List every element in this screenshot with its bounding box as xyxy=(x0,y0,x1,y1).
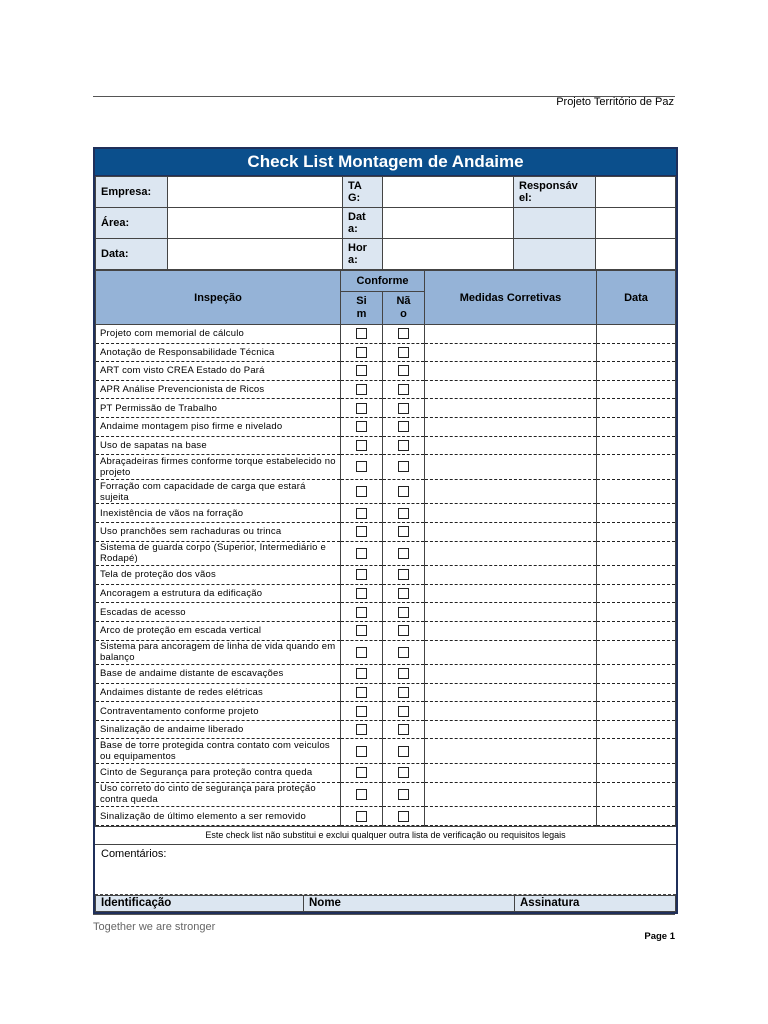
cell-nao xyxy=(383,522,425,541)
checkbox-nao[interactable] xyxy=(398,687,409,698)
sig-identificacao: Identificação xyxy=(96,895,304,911)
medidas-field[interactable] xyxy=(425,380,597,399)
cell-sim xyxy=(341,380,383,399)
data-field[interactable] xyxy=(597,522,676,541)
form-title: Check List Montagem de Andaime xyxy=(95,149,676,176)
label-area: Área: xyxy=(96,208,168,239)
data-field[interactable] xyxy=(597,380,676,399)
cell-nao xyxy=(383,479,425,504)
medidas-field[interactable] xyxy=(425,603,597,622)
table-row xyxy=(96,764,676,783)
cell-sim xyxy=(341,584,383,603)
checkbox-sim[interactable] xyxy=(356,365,367,376)
data-field[interactable] xyxy=(168,239,343,270)
checkbox-sim[interactable] xyxy=(356,647,367,658)
cell-nao xyxy=(383,782,425,807)
table-row xyxy=(96,702,676,721)
cell-nao xyxy=(383,807,425,826)
medidas-field[interactable] xyxy=(425,399,597,418)
cell-sim xyxy=(341,665,383,684)
checkbox-nao[interactable] xyxy=(398,724,409,735)
data-field[interactable] xyxy=(597,640,676,665)
inspection-item: APR Análise Prevencionista de Ricos xyxy=(96,380,341,399)
medidas-field[interactable] xyxy=(425,720,597,739)
checkbox-nao[interactable] xyxy=(398,421,409,432)
info-blank-2 xyxy=(514,239,596,270)
medidas-field[interactable] xyxy=(425,683,597,702)
medidas-field[interactable] xyxy=(425,782,597,807)
cell-sim xyxy=(341,325,383,344)
medidas-field[interactable] xyxy=(425,522,597,541)
data-field[interactable] xyxy=(597,739,676,764)
medidas-field[interactable] xyxy=(425,541,597,566)
inspection-item: Cinto de Segurança para proteção contra queda xyxy=(96,764,341,783)
checkbox-nao[interactable] xyxy=(398,440,409,451)
cell-sim xyxy=(341,455,383,480)
inspection-item: Sinalização de último elemento a ser removido xyxy=(96,807,341,826)
checkbox-nao[interactable] xyxy=(398,767,409,778)
header-inspecao: Inspeção xyxy=(96,271,341,325)
header-medidas: Medidas Corretivas xyxy=(425,271,597,325)
signature-table xyxy=(95,895,676,912)
inspection-rows xyxy=(96,325,676,826)
cell-nao xyxy=(383,640,425,665)
inspection-item: Anotação de Responsabilidade Técnica xyxy=(96,343,341,362)
cell-sim xyxy=(341,683,383,702)
inspection-item: Ancoragem a estrutura da edificação xyxy=(96,584,341,603)
medidas-field[interactable] xyxy=(425,455,597,480)
inspection-item: Tela de proteção dos vãos xyxy=(96,566,341,585)
cell-nao xyxy=(383,325,425,344)
cell-sim xyxy=(341,541,383,566)
checkbox-sim[interactable] xyxy=(356,607,367,618)
table-row xyxy=(96,436,676,455)
cell-nao xyxy=(383,702,425,721)
table-row xyxy=(96,522,676,541)
cell-nao xyxy=(383,343,425,362)
table-row xyxy=(96,782,676,807)
cell-nao xyxy=(383,362,425,381)
checkbox-sim[interactable] xyxy=(356,403,367,414)
checkbox-nao[interactable] xyxy=(398,746,409,757)
cell-nao xyxy=(383,504,425,523)
table-row xyxy=(96,739,676,764)
header-sim: Si m xyxy=(341,292,383,325)
data-field[interactable] xyxy=(597,436,676,455)
checkbox-nao[interactable] xyxy=(398,789,409,800)
label-tag xyxy=(343,177,383,208)
cell-sim xyxy=(341,621,383,640)
page-number: Page 1 xyxy=(644,931,675,942)
label-data-short-text: Dat a: xyxy=(348,211,366,235)
table-row xyxy=(96,603,676,622)
cell-sim xyxy=(341,436,383,455)
checkbox-nao[interactable] xyxy=(398,486,409,497)
label-hora-text: Hor a: xyxy=(348,242,367,266)
cell-nao xyxy=(383,455,425,480)
checkbox-nao[interactable] xyxy=(398,548,409,559)
medidas-field[interactable] xyxy=(425,807,597,826)
inspection-item: Base de andaime distante de escavações xyxy=(96,665,341,684)
checkbox-nao[interactable] xyxy=(398,526,409,537)
checkbox-nao[interactable] xyxy=(398,668,409,679)
inspection-item: Abraçadeiras firmes conforme torque estabelecido no projeto xyxy=(96,455,341,480)
footer-rule xyxy=(93,914,675,915)
table-row xyxy=(96,504,676,523)
checkbox-nao[interactable] xyxy=(398,625,409,636)
medidas-field[interactable] xyxy=(425,665,597,684)
checkbox-nao[interactable] xyxy=(398,328,409,339)
cell-sim xyxy=(341,399,383,418)
medidas-field[interactable] xyxy=(425,325,597,344)
cell-nao xyxy=(383,720,425,739)
inspection-item: Uso correto do cinto de segurança para proteção contra queda xyxy=(96,782,341,807)
data-field[interactable] xyxy=(597,362,676,381)
cell-sim xyxy=(341,720,383,739)
medidas-field[interactable] xyxy=(425,343,597,362)
table-row xyxy=(96,343,676,362)
checkbox-nao[interactable] xyxy=(398,508,409,519)
notice-table xyxy=(95,826,676,845)
inspection-item: PT Permissão de Trabalho xyxy=(96,399,341,418)
cell-nao xyxy=(383,621,425,640)
header-data: Data xyxy=(597,271,676,325)
checkbox-sim[interactable] xyxy=(356,767,367,778)
checkbox-nao[interactable] xyxy=(398,811,409,822)
data-field[interactable] xyxy=(597,504,676,523)
notice-text: Este check list não substitui e exclui qualquer outra lista de verificação ou requisitos legais xyxy=(95,826,676,844)
data-field[interactable] xyxy=(597,479,676,504)
data-field[interactable] xyxy=(597,683,676,702)
inspection-table xyxy=(95,270,676,826)
checkbox-nao[interactable] xyxy=(398,607,409,618)
sig-nome: Nome xyxy=(304,895,515,911)
cell-sim xyxy=(341,522,383,541)
checkbox-nao[interactable] xyxy=(398,647,409,658)
cell-sim xyxy=(341,782,383,807)
table-row xyxy=(96,479,676,504)
medidas-field[interactable] xyxy=(425,739,597,764)
inspection-item: Andaimes distante de redes elétricas xyxy=(96,683,341,702)
cell-nao xyxy=(383,739,425,764)
checkbox-sim[interactable] xyxy=(356,384,367,395)
checkbox-nao[interactable] xyxy=(398,588,409,599)
checkbox-nao[interactable] xyxy=(398,569,409,580)
checkbox-sim[interactable] xyxy=(356,706,367,717)
cell-nao xyxy=(383,436,425,455)
table-row xyxy=(96,566,676,585)
table-row xyxy=(96,807,676,826)
cell-sim xyxy=(341,603,383,622)
data-field[interactable] xyxy=(597,399,676,418)
checkbox-nao[interactable] xyxy=(398,384,409,395)
checkbox-nao[interactable] xyxy=(398,461,409,472)
label-empresa: Empresa: xyxy=(96,177,168,208)
empresa-field[interactable] xyxy=(168,177,343,208)
checkbox-nao[interactable] xyxy=(398,706,409,717)
cell-sim xyxy=(341,417,383,436)
inspection-item: Contraventamento conforme projeto xyxy=(96,702,341,721)
data-field[interactable] xyxy=(597,455,676,480)
hora-field[interactable] xyxy=(383,239,514,270)
cell-sim xyxy=(341,343,383,362)
inspection-item: Forração com capacidade de carga que estará sujeita xyxy=(96,479,341,504)
label-responsavel xyxy=(514,177,596,208)
inspection-item: Inexistência de vãos na forração xyxy=(96,504,341,523)
data-field[interactable] xyxy=(597,343,676,362)
checkbox-sim[interactable] xyxy=(356,569,367,580)
data-field[interactable] xyxy=(597,417,676,436)
data-field[interactable] xyxy=(597,720,676,739)
checkbox-nao[interactable] xyxy=(398,403,409,414)
inspection-item: Projeto com memorial de cálculo xyxy=(96,325,341,344)
cell-nao xyxy=(383,665,425,684)
project-name: Projeto Território de Paz xyxy=(556,96,674,108)
table-row xyxy=(96,541,676,566)
table-row xyxy=(96,455,676,480)
cell-sim xyxy=(341,764,383,783)
area-field[interactable] xyxy=(168,208,343,239)
inspection-item: Sinalização de andaime liberado xyxy=(96,720,341,739)
medidas-field[interactable] xyxy=(425,362,597,381)
data-field[interactable] xyxy=(597,621,676,640)
header-nao: Nã o xyxy=(383,292,425,325)
comments-area[interactable] xyxy=(95,845,676,895)
table-row xyxy=(96,621,676,640)
label-responsavel-text: Responsáv el: xyxy=(519,180,578,204)
checkbox-sim[interactable] xyxy=(356,486,367,497)
table-row xyxy=(96,399,676,418)
checkbox-sim[interactable] xyxy=(356,625,367,636)
data-field[interactable] xyxy=(597,764,676,783)
comments-label: Comentários: xyxy=(101,847,167,860)
cell-nao xyxy=(383,566,425,585)
checkbox-sim[interactable] xyxy=(356,588,367,599)
checkbox-sim[interactable] xyxy=(356,724,367,735)
footer-slogan: Together we are stronger xyxy=(93,921,216,933)
checkbox-sim[interactable] xyxy=(356,440,367,451)
inspection-item: Sistema de guarda corpo (Superior, Intermediário e Rodapé) xyxy=(96,541,341,566)
info-blank-field-2[interactable] xyxy=(596,239,676,270)
responsavel-field[interactable] xyxy=(596,177,676,208)
medidas-field[interactable] xyxy=(425,621,597,640)
inspection-item: Base de torre protegida contra contato com veiculos ou equipamentos xyxy=(96,739,341,764)
table-row xyxy=(96,362,676,381)
table-row xyxy=(96,417,676,436)
header-conforme: Conforme xyxy=(341,271,425,292)
medidas-field[interactable] xyxy=(425,702,597,721)
data-field[interactable] xyxy=(597,782,676,807)
data-field[interactable] xyxy=(597,665,676,684)
data-field[interactable] xyxy=(597,702,676,721)
cell-nao xyxy=(383,603,425,622)
inspection-item: ART com visto CREA Estado do Pará xyxy=(96,362,341,381)
cell-sim xyxy=(341,739,383,764)
cell-sim xyxy=(341,362,383,381)
data-field[interactable] xyxy=(597,603,676,622)
info-blank xyxy=(514,208,596,239)
checkbox-sim[interactable] xyxy=(356,421,367,432)
cell-nao xyxy=(383,399,425,418)
medidas-field[interactable] xyxy=(425,566,597,585)
checkbox-sim[interactable] xyxy=(356,746,367,757)
checkbox-sim[interactable] xyxy=(356,461,367,472)
data-field[interactable] xyxy=(597,566,676,585)
cell-sim xyxy=(341,504,383,523)
data-short-field[interactable] xyxy=(383,208,514,239)
cell-nao xyxy=(383,380,425,399)
checkbox-sim[interactable] xyxy=(356,347,367,358)
inspection-item: Sistema para ancoragem de linha de vida quando em balanço xyxy=(96,640,341,665)
cell-nao xyxy=(383,584,425,603)
checkbox-sim[interactable] xyxy=(356,789,367,800)
cell-nao xyxy=(383,683,425,702)
sig-assinatura: Assinatura xyxy=(515,895,676,911)
checkbox-sim[interactable] xyxy=(356,668,367,679)
medidas-field[interactable] xyxy=(425,504,597,523)
checkbox-sim[interactable] xyxy=(356,508,367,519)
medidas-field[interactable] xyxy=(425,764,597,783)
cell-sim xyxy=(341,479,383,504)
tag-field[interactable] xyxy=(383,177,514,208)
checklist-form xyxy=(93,147,678,914)
table-row xyxy=(96,584,676,603)
table-row xyxy=(96,665,676,684)
checkbox-sim[interactable] xyxy=(356,526,367,537)
medidas-field[interactable] xyxy=(425,417,597,436)
checkbox-nao[interactable] xyxy=(398,347,409,358)
table-row xyxy=(96,640,676,665)
table-row xyxy=(96,380,676,399)
cell-sim xyxy=(341,702,383,721)
checkbox-sim[interactable] xyxy=(356,548,367,559)
label-tag-text: TA G: xyxy=(348,180,362,204)
data-field[interactable] xyxy=(597,807,676,826)
inspection-item: Uso pranchões sem rachaduras ou trinca xyxy=(96,522,341,541)
table-row xyxy=(96,683,676,702)
cell-sim xyxy=(341,807,383,826)
inspection-item: Uso de sapatas na base xyxy=(96,436,341,455)
cell-nao xyxy=(383,764,425,783)
label-data: Data: xyxy=(96,239,168,270)
table-row xyxy=(96,325,676,344)
cell-nao xyxy=(383,541,425,566)
inspection-item: Escadas de acesso xyxy=(96,603,341,622)
checkbox-sim[interactable] xyxy=(356,687,367,698)
cell-sim xyxy=(341,640,383,665)
checkbox-sim[interactable] xyxy=(356,328,367,339)
inspection-item: Andaime montagem piso firme e nivelado xyxy=(96,417,341,436)
data-field[interactable] xyxy=(597,325,676,344)
info-blank-field[interactable] xyxy=(596,208,676,239)
medidas-field[interactable] xyxy=(425,479,597,504)
info-table xyxy=(95,176,676,270)
medidas-field[interactable] xyxy=(425,436,597,455)
medidas-field[interactable] xyxy=(425,640,597,665)
data-field[interactable] xyxy=(597,541,676,566)
data-field[interactable] xyxy=(597,584,676,603)
cell-sim xyxy=(341,566,383,585)
label-hora xyxy=(343,239,383,270)
medidas-field[interactable] xyxy=(425,584,597,603)
inspection-item: Arco de proteção em escada vertical xyxy=(96,621,341,640)
checkbox-nao[interactable] xyxy=(398,365,409,376)
checkbox-sim[interactable] xyxy=(356,811,367,822)
label-data-short xyxy=(343,208,383,239)
table-row xyxy=(96,720,676,739)
cell-nao xyxy=(383,417,425,436)
